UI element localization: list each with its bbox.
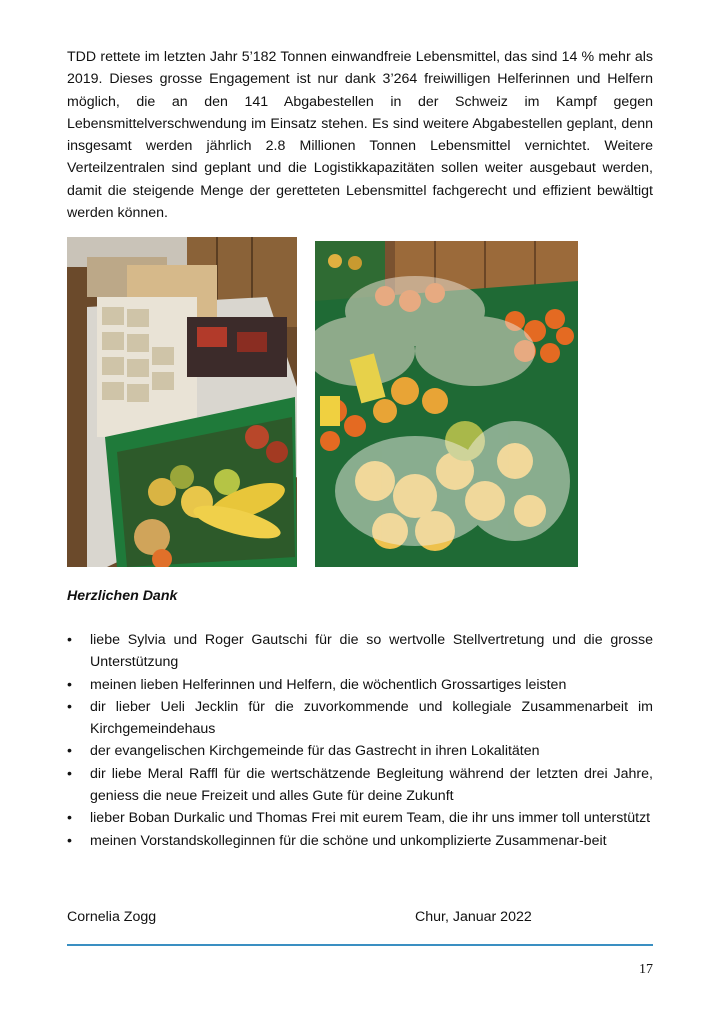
bullet-icon: •: [67, 743, 72, 760]
thanks-list: [67, 629, 653, 852]
list-item-text: der evangelischen Kirchgemeinde für das Gastrecht in ihren Lokalitäten: [90, 743, 540, 760]
list-item: [67, 629, 653, 674]
footer-rule: [67, 944, 653, 946]
list-item: [67, 807, 653, 829]
list-item-text: dir liebe Meral Raffl für die wertschätzende Begleitung während der letzten drei Jahre, geniess die neue Freizeit und alles Gute für deine Zukunft: [90, 765, 653, 805]
page-number: 17: [639, 962, 653, 977]
list-item: [67, 674, 653, 696]
list-item-text: meinen Vorstandskolleginnen für die schöne und unkomplizierte Zusammenar-beit: [90, 832, 607, 849]
list-item-text: liebe Sylvia und Roger Gautschi für die so wertvolle Stellvertretung und die grosse Unterstützung: [90, 632, 653, 671]
signature-place-date: Chur, Januar 2022: [415, 909, 532, 925]
signature-name: Cornelia Zogg: [67, 909, 157, 925]
photo-bagged-fruit: [315, 241, 578, 567]
thanks-heading: Herzlichen Dank: [67, 588, 178, 604]
list-item-text: lieber Boban Durkalic und Thomas Frei mit eurem Team, die ihr uns immer toll unterstützt: [90, 810, 651, 827]
bullet-icon: •: [67, 698, 72, 715]
list-item-text: meinen lieben Helferinnen und Helfern, die wöchentlich Grossartiges leisten: [90, 676, 567, 693]
list-item: [67, 696, 653, 741]
bullet-icon: •: [67, 632, 72, 648]
intro-paragraph: TDD rettete im letzten Jahr 5’182 Tonnen einwandfreie Lebensmittel, das sind 14 % mehr als 2019. Dieses grosse Engagement ist nur dank 3’264 freiwilligen Helferinnen und Helfern möglich, die an den 141 Abgabestellen in der Schweiz im Kampf gegen Lebensmittelverschwendung im Einsatz stehen. Es sind weitere Abgabestellen geplant, denn insgesamt werden jährlich 2.8 Millionen Tonnen Lebensmittel vernichtet. Weitere Verteilzentralen sind geplant und die Logistikkapazitäten sollen weiter ausgebaut werden, damit die steigende Menge der geretteten Lebensmittel fachgerecht und effizient bewältigt werden können.: [67, 49, 653, 222]
list-item: [67, 763, 653, 808]
bullet-icon: •: [67, 832, 72, 849]
list-item-text: dir lieber Ueli Jecklin für die zuvorkommende und kollegiale Zusammenarbeit im Kirchgemeindehaus: [90, 698, 653, 738]
list-item: [67, 740, 653, 762]
bullet-icon: •: [67, 765, 72, 782]
photo-food-tables: [67, 237, 297, 567]
bullet-icon: •: [67, 810, 72, 827]
bullet-icon: •: [67, 676, 72, 693]
list-item: [67, 830, 653, 852]
